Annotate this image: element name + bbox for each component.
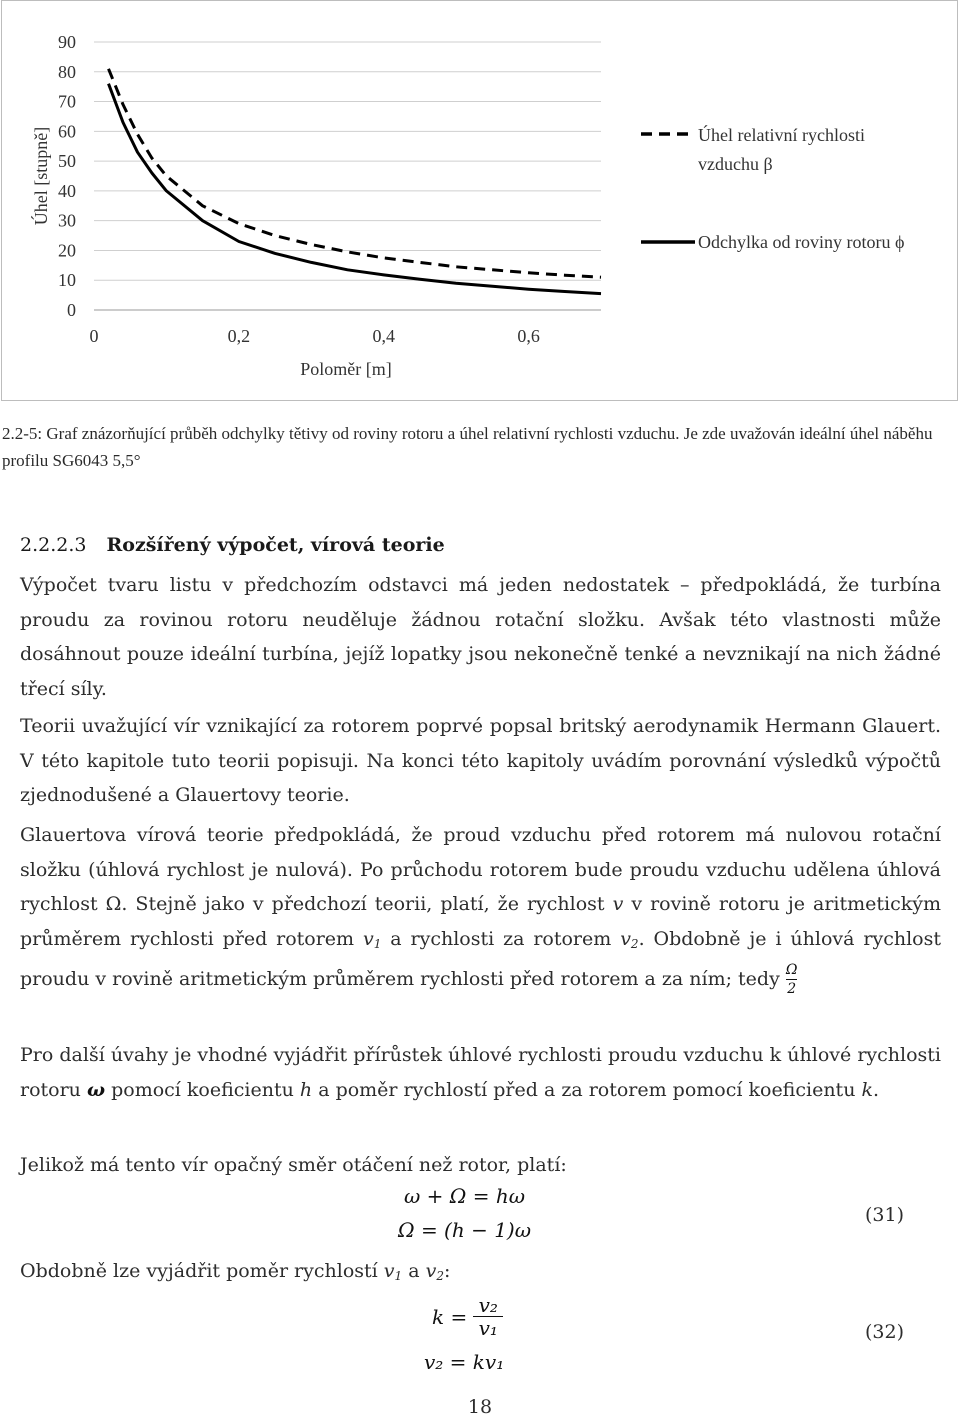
p4-text-b: pomocí koeficientu bbox=[105, 1078, 300, 1101]
frac-bar bbox=[786, 979, 798, 980]
x-tick-label-0,4: 0,4 bbox=[372, 326, 395, 346]
legend-label-beta-line2: vzduchu β bbox=[698, 154, 773, 174]
p6-var-v1: v bbox=[383, 1260, 395, 1282]
page-number: 18 bbox=[467, 1396, 493, 1418]
p6-sub-1: 1 bbox=[394, 1269, 403, 1283]
equation-32-line-2: v₂ = kv₁ bbox=[424, 1350, 505, 1374]
p6-text-b: a bbox=[402, 1260, 426, 1282]
y-axis-label: Úhel [stupně] bbox=[31, 126, 51, 226]
p3-sub-2: 2 bbox=[630, 937, 639, 952]
p3-sub-1: 1 bbox=[373, 937, 382, 952]
paragraph-6 bbox=[20, 1254, 941, 1294]
frac-numerator: Ω bbox=[785, 962, 798, 979]
line-chart bbox=[1, 0, 958, 401]
x-axis-label: Poloměr [m] bbox=[300, 359, 392, 379]
y-tick-label-80: 80 bbox=[58, 61, 76, 82]
p6-sub-2: 2 bbox=[436, 1269, 444, 1283]
chart-border bbox=[2, 1, 958, 401]
figure-caption: 2.2-5: Graf znázorňující průběh odchylky tětivy od roviny rotoru a úhel relativní rychlosti vzduchu. Je zde uvažován ideální úhel náběhu profilu SG6043 5,5° bbox=[2, 424, 933, 470]
p6-text-a: Obdobně lze vyjádřit poměr rychlostí bbox=[20, 1260, 384, 1282]
paragraph-4 bbox=[20, 1038, 941, 1107]
paragraph-1: Výpočet tvaru listu v předchozím odstavci má jeden nedostatek – předpokládá, že turbína proudu za rovinou rotoru neuděluje žádnou rotační složku. Avšak této vlastnosti může dosáhnout pouze ideální turbína, jejíž lopatky jsou nekonečně tenké a nevznikají na nich žádné třecí síly. bbox=[20, 574, 941, 701]
section-number: 2.2.2.3 bbox=[20, 534, 87, 556]
y-tick-label-0: 0 bbox=[67, 300, 76, 320]
section-heading bbox=[20, 534, 445, 556]
x-tick-label-0,2: 0,2 bbox=[227, 326, 251, 346]
fraction-omega-half bbox=[786, 962, 798, 997]
p3-text-c: a rychlosti za rotorem bbox=[381, 928, 621, 951]
frac-denominator: 2 bbox=[787, 981, 797, 998]
y-tick-label-70: 70 bbox=[58, 91, 76, 112]
x-tick-label-0,6: 0,6 bbox=[517, 326, 540, 346]
p6-text-c: : bbox=[443, 1260, 451, 1282]
figure-chart bbox=[1, 0, 958, 401]
p6-var-v2: v bbox=[425, 1260, 437, 1282]
p3-var-v: v bbox=[612, 893, 624, 916]
paragraph-5: Jelikož má tento vír opačný směr otáčení než rotor, platí: bbox=[20, 1154, 567, 1176]
equation-32-line-1 bbox=[432, 1294, 503, 1339]
p4-var-h: h bbox=[299, 1078, 313, 1101]
p3-text-a: Glauertova vírová teorie předpokládá, že proud vzduchu před rotorem má nulovou rotační složku (úhlová rychlost je nulová). Po průchodu rotorem bude proudu vzduchu udělena úhlová rychlost Ω. Stejně jako v předchozí teorii, platí, že rychlost bbox=[20, 824, 941, 916]
y-tick-label-90: 90 bbox=[58, 32, 76, 52]
y-tick-label-30: 30 bbox=[58, 210, 76, 231]
section-title: Rozšířený výpočet, vírová teorie bbox=[106, 534, 445, 556]
p4-var-k: k bbox=[861, 1078, 873, 1101]
p4-text-a: Pro další úvahy je vhodné vyjádřit přírůstek úhlové rychlosti proudu vzduchu k úhlové rychlosti rotoru bbox=[20, 1044, 941, 1101]
p3-text-b: v rovině rotoru je aritmetickým průměrem rychlosti před rotorem bbox=[20, 893, 942, 951]
legend-label-beta-line1: Úhel relativní rychlosti bbox=[698, 125, 865, 145]
paragraph-3 bbox=[20, 818, 941, 997]
eq32-denominator: v₁ bbox=[478, 1316, 498, 1340]
y-tick-label-20: 20 bbox=[58, 240, 76, 261]
equation-31-line-2: Ω = (h − 1)ω bbox=[398, 1218, 532, 1242]
equation-32-number: (32) bbox=[864, 1321, 904, 1343]
paragraph-2: Teorii uvažující vír vznikající za rotorem poprvé popsal britský aerodynamik Hermann Glauert. V této kapitole tuto teorii popisuji. Na konci této kapitoly uvádím porovnání výsledků výpočtů zjednodušené a Glauertovy teorie. bbox=[20, 715, 941, 807]
y-tick-label-50: 50 bbox=[58, 151, 76, 172]
eq32-lhs: k = bbox=[432, 1304, 468, 1329]
legend-label-phi: Odchylka od roviny rotoru ϕ bbox=[698, 232, 905, 252]
y-tick-label-60: 60 bbox=[58, 121, 76, 142]
p4-var-omega: ω bbox=[86, 1078, 106, 1101]
p3-var-v1: v bbox=[362, 928, 374, 951]
p4-text-c: a poměr rychlostí před a za rotorem pomocí koeficientu bbox=[312, 1078, 862, 1101]
p4-text-d: . bbox=[872, 1078, 880, 1101]
y-tick-label-10: 10 bbox=[58, 270, 76, 291]
p3-var-v2: v bbox=[620, 928, 631, 951]
equation-31-number: (31) bbox=[864, 1204, 904, 1226]
equation-31-line-1: ω + Ω = hω bbox=[404, 1184, 526, 1208]
y-tick-label-40: 40 bbox=[58, 180, 76, 201]
p3-text-d: . Obdobně je i úhlová rychlost proudu v rovině aritmetickým průměrem rychlosti před rotorem a za ním; tedy bbox=[20, 928, 941, 990]
eq32-numerator: v₂ bbox=[478, 1293, 498, 1317]
eq32-fraction bbox=[473, 1294, 503, 1339]
x-tick-label-0: 0 bbox=[89, 326, 99, 346]
